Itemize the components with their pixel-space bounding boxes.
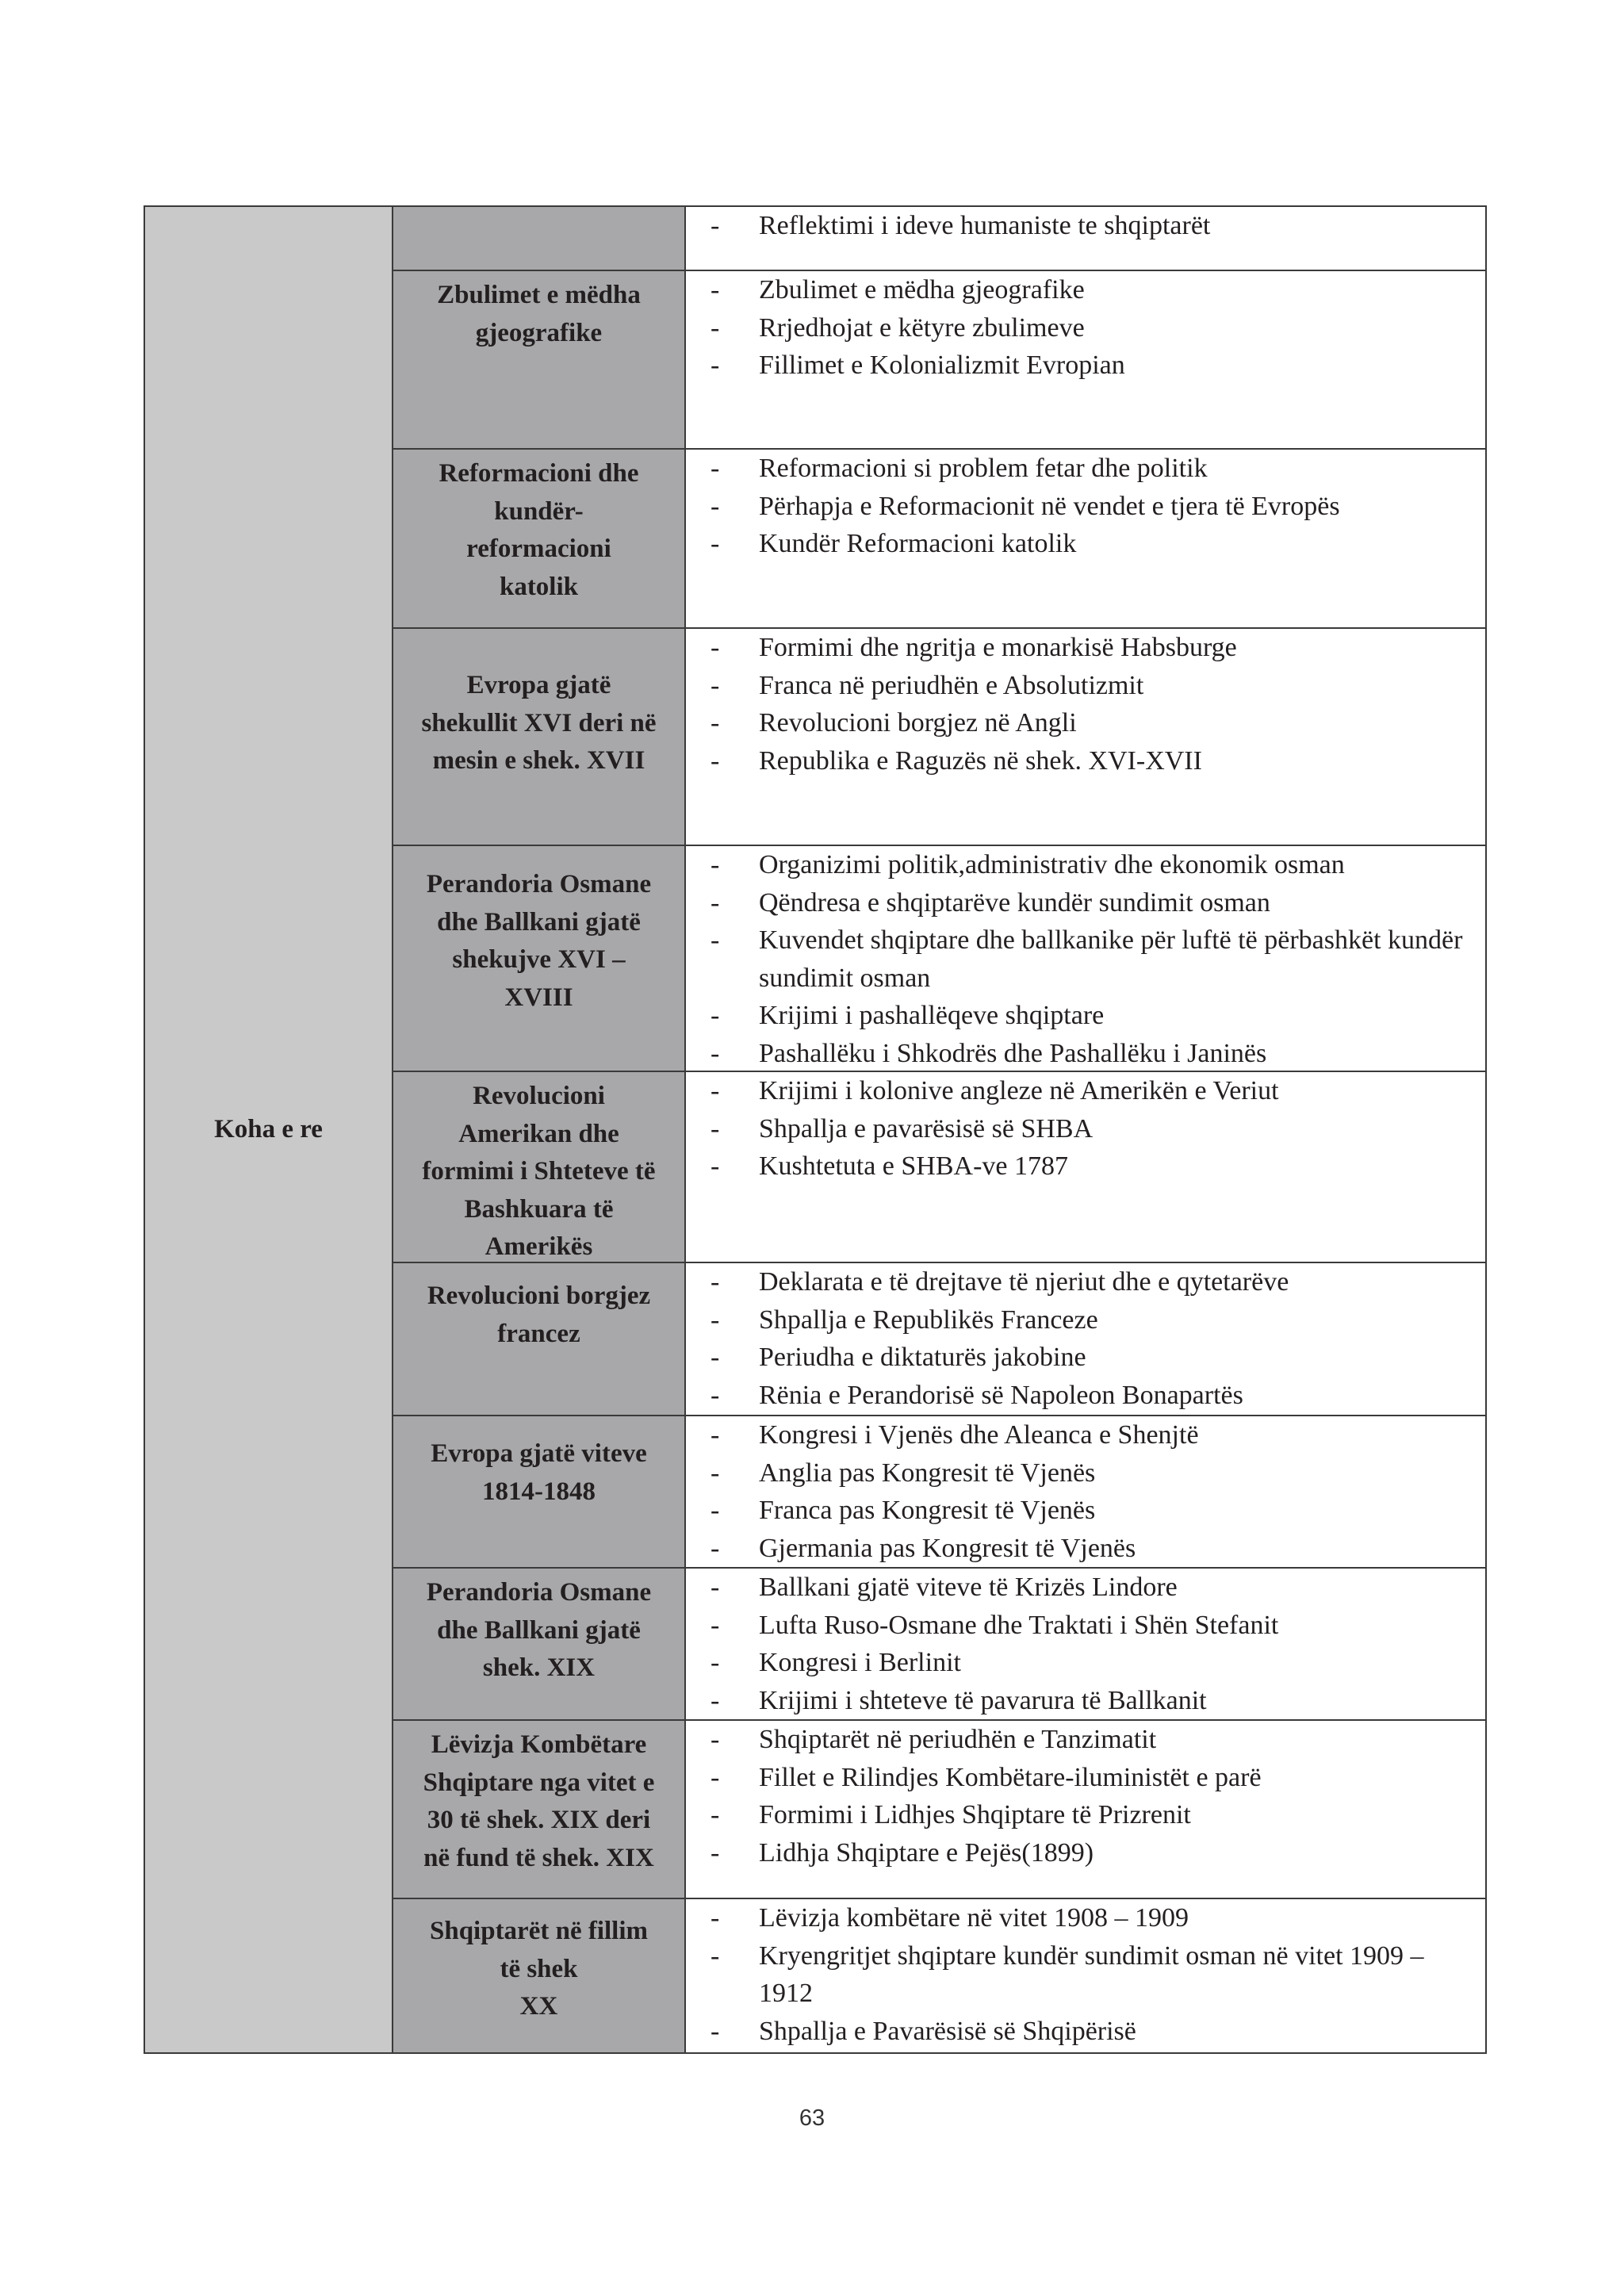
- bullet-dash: -: [710, 1343, 720, 1372]
- table-row: [393, 1416, 1487, 1569]
- topic-line: Zbulimet e mëdha: [437, 281, 641, 309]
- list-item: [686, 450, 1485, 488]
- bullet-dash: -: [710, 211, 720, 240]
- content-cell: [686, 1072, 1487, 1263]
- topic-line: formimi i Shteteve të: [422, 1157, 656, 1186]
- topic-line: Perandoria Osmane: [426, 1578, 652, 1607]
- topic-line: Lëvizja Kombëtare: [431, 1730, 647, 1759]
- list-item: [686, 1339, 1485, 1377]
- list-item: [686, 1110, 1485, 1148]
- bullet-dash: -: [710, 1903, 720, 1933]
- bullet-dash: -: [710, 1800, 720, 1829]
- list-item: [686, 1072, 1485, 1110]
- list-item-text: Shpallja e Pavarësisë së Shqipërisë: [759, 2016, 1136, 2046]
- list-item: [686, 347, 1485, 385]
- list-item-text: Organizimi politik,administrativ dhe ekonomik osman: [759, 850, 1345, 879]
- list-item-text: Kuvendet shqiptare dhe ballkanike për luftë të përbashkët kundër sundimit osman: [759, 925, 1463, 993]
- list-item-text: Kryengritjet shqiptare kundër sundimit osman në vitet 1909 – 1912: [759, 1940, 1424, 2008]
- topic-line: Shqiptarët në fillim: [429, 1917, 648, 1945]
- list-item-text: Shqiptarët në periudhën e Tanzimatit: [759, 1725, 1157, 1754]
- table-row: [393, 450, 1487, 629]
- table-row: [393, 1263, 1487, 1416]
- list-item: [686, 1796, 1485, 1834]
- content-cell: [686, 1416, 1487, 1569]
- topic-cell: [393, 450, 686, 629]
- topic-cell: [393, 1899, 686, 2054]
- bullet-dash: -: [710, 1304, 720, 1335]
- list-item-text: Deklarata e të drejtave të njeriut dhe e qytetarëve: [759, 1267, 1289, 1297]
- list-item-text: Fillimet e Kolonializmit Evropian: [759, 351, 1125, 380]
- list-item: [686, 884, 1485, 922]
- list-item: [686, 1416, 1485, 1454]
- content-cell: [686, 271, 1487, 450]
- topic-cell: [393, 1416, 686, 1569]
- list-item-text: Anglia pas Kongresit të Vjenës: [759, 1458, 1096, 1488]
- list-item: [686, 1569, 1485, 1607]
- list-item: [686, 1147, 1485, 1186]
- list-item-text: Kongresi i Berlinit: [759, 1648, 961, 1677]
- list-item-text: Franca në periudhën e Absolutizmit: [759, 670, 1144, 700]
- topic-line: Amerikan dhe: [458, 1119, 619, 1148]
- list-item-text: Kongresi i Vjenës dhe Aleanca e Shenjtë: [759, 1420, 1199, 1450]
- list-item: [686, 1721, 1485, 1759]
- list-item-text: Qëndresa e shqiptarëve kundër sundimit osman: [759, 887, 1270, 918]
- topic-line: Amerikës: [485, 1232, 593, 1261]
- content-cell: [686, 207, 1487, 271]
- list-item-text: Periudha e diktaturës jakobine: [759, 1343, 1086, 1372]
- bullet-dash: -: [710, 633, 720, 662]
- table-row: [393, 846, 1487, 1072]
- topic-line: XX: [519, 1992, 558, 2021]
- topic-line: shek. XIX: [482, 1653, 596, 1682]
- bullet-dash: -: [710, 491, 720, 521]
- list-item: [686, 1759, 1485, 1797]
- topic-line: 1814-1848: [482, 1477, 596, 1506]
- topic-cell: [393, 1721, 686, 1899]
- bullet-dash: -: [710, 454, 720, 483]
- topic-line: dhe Ballkani gjatë: [437, 1615, 641, 1645]
- curriculum-table: [144, 205, 1487, 2054]
- list-item: [686, 525, 1485, 563]
- topic-line: katolik: [499, 572, 579, 601]
- bullet-dash: -: [710, 1940, 720, 1971]
- bullet-dash: -: [710, 1458, 720, 1488]
- topic-cell: [393, 271, 686, 450]
- topic-line: gjeografike: [475, 318, 603, 347]
- list-item: [686, 629, 1485, 667]
- list-item: [686, 846, 1485, 884]
- topic-cell: [393, 1263, 686, 1416]
- list-item-text: Lufta Ruso-Osmane dhe Traktati i Shën Stefanit: [759, 1610, 1279, 1640]
- content-cell: [686, 1899, 1487, 2054]
- list-item-text: Shpallja e pavarësisë së SHBA: [759, 1113, 1094, 1144]
- topic-line: shekujve XVI –: [452, 945, 626, 974]
- list-item-text: Përhapja e Reformacionit në vendet e tjera të Evropës: [759, 491, 1340, 521]
- bullet-dash: -: [710, 1685, 720, 1715]
- bullet-dash: -: [710, 1151, 720, 1181]
- list-item-text: Kundër Reformacioni katolik: [759, 529, 1077, 558]
- bullet-dash: -: [710, 708, 720, 737]
- list-item: [686, 1682, 1485, 1720]
- bullet-dash: -: [710, 1001, 720, 1030]
- list-item: [686, 1377, 1485, 1415]
- table-row: [393, 271, 1487, 450]
- bullet-dash: -: [710, 925, 720, 955]
- list-item: [686, 309, 1485, 347]
- table-row: [393, 207, 1487, 271]
- list-item-text: Republika e Raguzës në shek. XVI-XVII: [759, 745, 1202, 776]
- list-item: [686, 1492, 1485, 1530]
- topic-line: kundër-: [494, 496, 584, 526]
- list-item-text: Rrjedhojat e këtyre zbulimeve: [759, 312, 1085, 343]
- list-item-text: Zbulimet e mëdha gjeografike: [759, 275, 1085, 305]
- topic-line: reformacioni: [466, 534, 611, 563]
- topic-line: Shqiptare nga vitet e: [423, 1768, 655, 1797]
- bullet-dash: -: [710, 2016, 720, 2046]
- list-item-text: Formimi dhe ngritja e monarkisë Habsburge: [759, 633, 1237, 662]
- list-item-text: Shpallja e Republikës Franceze: [759, 1304, 1098, 1335]
- list-item-text: Lidhja Shqiptare e Pejës(1899): [759, 1837, 1094, 1868]
- content-cell: [686, 1721, 1487, 1899]
- topic-line: dhe Ballkani gjatë: [437, 907, 641, 937]
- content-cell: [686, 450, 1487, 629]
- list-item-text: Kushtetuta e SHBA-ve 1787: [759, 1151, 1069, 1181]
- list-item-text: Ballkani gjatë viteve të Krizës Lindore: [759, 1573, 1178, 1602]
- list-item-text: Franca pas Kongresit të Vjenës: [759, 1496, 1096, 1525]
- list-item-text: Formimi i Lidhjes Shqiptare të Prizrenit: [759, 1800, 1191, 1829]
- list-item: [686, 1263, 1485, 1301]
- topic-line: shekullit XVI deri në: [421, 708, 657, 737]
- table-row: [393, 1569, 1487, 1721]
- list-item-text: Gjermania pas Kongresit të Vjenës: [759, 1533, 1136, 1563]
- topic-cell: [393, 1072, 686, 1263]
- list-item: [686, 704, 1485, 742]
- topic-line: Reformacioni dhe: [439, 459, 639, 488]
- topic-line: mesin e shek. XVII: [432, 746, 645, 775]
- topic-cell: [393, 1569, 686, 1721]
- list-item: [686, 997, 1485, 1035]
- bullet-dash: -: [710, 312, 720, 343]
- list-item: [686, 2013, 1485, 2051]
- list-item: [686, 1937, 1485, 2013]
- topic-line: 30 të shek. XIX deri: [427, 1806, 651, 1834]
- list-item: [686, 1644, 1485, 1682]
- content-cell: [686, 629, 1487, 846]
- bullet-dash: -: [710, 351, 720, 380]
- list-item: [686, 1899, 1485, 1937]
- bullet-dash: -: [710, 1837, 720, 1868]
- topic-cell: [393, 629, 686, 846]
- list-item: [686, 1301, 1485, 1339]
- page-number: 63: [799, 2105, 825, 2131]
- bullet-dash: -: [710, 529, 720, 558]
- topic-line: Evropa gjatë viteve: [431, 1439, 647, 1468]
- list-item: [686, 921, 1485, 997]
- list-item-text: Reformacioni si problem fetar dhe politik: [759, 454, 1208, 483]
- list-item-text: Revolucioni borgjez në Angli: [759, 708, 1077, 737]
- list-item: [686, 271, 1485, 309]
- list-item-text: Krijimi i kolonive angleze në Amerikën e Veriut: [759, 1076, 1279, 1105]
- list-item-text: Rënia e Perandorisë së Napoleon Bonapartës: [759, 1380, 1243, 1410]
- bullet-dash: -: [710, 1725, 720, 1754]
- table-row: [393, 1721, 1487, 1899]
- period-cell: [145, 207, 393, 2054]
- bullet-dash: -: [710, 670, 720, 700]
- bullet-dash: -: [710, 1038, 720, 1068]
- topic-line: Revolucioni: [473, 1082, 605, 1110]
- list-item: [686, 488, 1485, 526]
- bullet-dash: -: [710, 887, 720, 918]
- list-item: [686, 1834, 1485, 1872]
- list-item: [686, 667, 1485, 705]
- bullet-dash: -: [710, 1380, 720, 1410]
- list-item: [686, 1607, 1485, 1645]
- topic-line: XVIII: [504, 983, 573, 1012]
- list-item-text: Fillet e Rilindjes Kombëtare-iluministët e parë: [759, 1762, 1262, 1792]
- bullet-dash: -: [710, 275, 720, 305]
- list-item: [686, 1454, 1485, 1492]
- topic-cell: [393, 207, 686, 271]
- list-item: [686, 1530, 1485, 1568]
- topic-line: francez: [497, 1319, 580, 1348]
- bullet-dash: -: [710, 1420, 720, 1450]
- bullet-dash: -: [710, 1076, 720, 1105]
- table-row: [393, 629, 1487, 846]
- topic-line: Perandoria Osmane: [426, 870, 652, 898]
- topic-line: Bashkuara të: [464, 1194, 614, 1224]
- list-item-text: Krijimi i pashallëqeve shqiptare: [759, 1001, 1105, 1030]
- bullet-dash: -: [710, 1573, 720, 1602]
- list-item: [686, 207, 1485, 245]
- list-item-text: Krijimi i shteteve të pavarura të Ballkanit: [759, 1685, 1207, 1715]
- bullet-dash: -: [710, 745, 720, 776]
- topic-line: në fund të shek. XIX: [423, 1843, 654, 1872]
- topic-cell: [393, 846, 686, 1072]
- content-cell: [686, 1263, 1487, 1416]
- topic-line: Revolucioni borgjez: [427, 1282, 651, 1310]
- bullet-dash: -: [710, 1496, 720, 1525]
- bullet-dash: -: [710, 1610, 720, 1640]
- bullet-dash: -: [710, 1267, 720, 1297]
- period-label: Koha e re: [214, 1115, 323, 1144]
- list-item-text: Reflektimi i ideve humaniste te shqiptarët: [759, 211, 1211, 240]
- bullet-dash: -: [710, 1113, 720, 1144]
- bullet-dash: -: [710, 1533, 720, 1563]
- table-row: [393, 1072, 1487, 1263]
- table-row: [393, 1899, 1487, 2054]
- content-cell: [686, 1569, 1487, 1721]
- list-item: [686, 742, 1485, 780]
- bullet-dash: -: [710, 1762, 720, 1792]
- topic-line: Evropa gjatë: [466, 671, 611, 699]
- list-item-text: Lëvizja kombëtare në vitet 1908 – 1909: [759, 1903, 1189, 1933]
- topic-line: të shek: [500, 1954, 578, 1983]
- bullet-dash: -: [710, 1648, 720, 1677]
- list-item: [686, 1035, 1485, 1073]
- bullet-dash: -: [710, 850, 720, 879]
- content-cell: [686, 846, 1487, 1072]
- list-item-text: Pashallëku i Shkodrës dhe Pashallëku i Janinës: [759, 1038, 1267, 1068]
